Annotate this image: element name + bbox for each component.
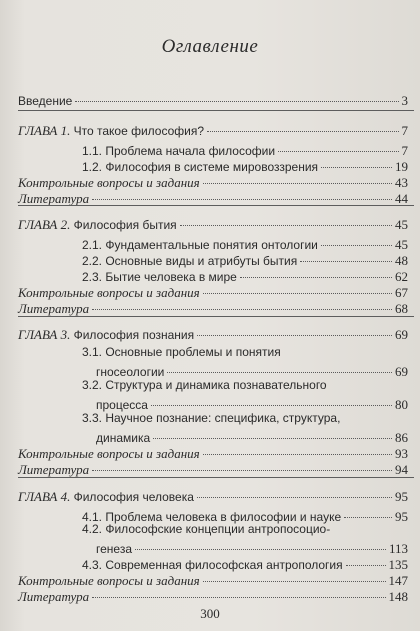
leader-dots — [203, 279, 392, 294]
entry-label: генеза — [96, 542, 132, 556]
leader-dots — [203, 440, 392, 455]
leader-dots — [180, 211, 392, 226]
entry-page: 93 — [395, 446, 408, 461]
chapter-label: ГЛАВА 4. — [18, 489, 71, 504]
entry-page: 69 — [395, 364, 408, 379]
toc-entry-intro — [18, 90, 408, 109]
entry-page: 7 — [401, 123, 408, 138]
entry-page: 86 — [395, 430, 408, 445]
leader-dots — [344, 503, 392, 518]
leader-dots — [135, 535, 386, 550]
leader-dots — [321, 231, 392, 246]
entry-page: 45 — [395, 237, 408, 252]
leader-dots — [240, 263, 392, 278]
leader-dots — [92, 456, 392, 471]
entry-label: 2.2. Основные виды и атрибуты бытия — [82, 254, 298, 268]
entry-page: 19 — [395, 159, 408, 174]
chapter-title: Что такое философия? — [73, 124, 205, 138]
entry-label: Введение — [18, 94, 73, 108]
leader-dots — [75, 87, 398, 102]
entry-page: 94 — [395, 462, 408, 477]
entry-page: 48 — [395, 253, 408, 268]
entry-page: 68 — [395, 301, 408, 316]
leader-dots — [167, 358, 392, 373]
chapter-label: ГЛАВА 3. — [18, 327, 71, 342]
entry-label: Контрольные вопросы и задания — [18, 285, 200, 300]
entry-page: 95 — [395, 509, 408, 524]
leader-dots — [197, 483, 392, 498]
entry-label: Контрольные вопросы и задания — [18, 175, 200, 190]
entry-page: 67 — [395, 285, 408, 300]
leader-dots — [278, 137, 398, 152]
leader-dots — [207, 117, 398, 132]
chapter-title: Философия бытия — [73, 218, 177, 232]
entry-label: 1.2. Философия в системе мировоззрения — [82, 160, 319, 174]
leader-dots — [151, 391, 392, 406]
leader-dots — [346, 551, 386, 566]
entry-page: 135 — [388, 557, 408, 572]
toc-section-3-3-line1: 3.3. Научное познание: специфика, структура, — [82, 411, 341, 425]
entry-label: 1.1. Проблема начала философии — [82, 144, 276, 158]
leader-dots — [203, 169, 392, 184]
leader-dots — [321, 153, 392, 168]
entry-label: процесса — [96, 398, 148, 412]
entry-page: 7 — [401, 143, 408, 158]
leader-dots — [300, 247, 392, 262]
entry-page: 95 — [395, 489, 408, 504]
entry-label: Контрольные вопросы и задания — [18, 573, 200, 588]
entry-label: Литература — [18, 301, 90, 316]
entry-page: 113 — [388, 541, 408, 556]
entry-label: Литература — [18, 462, 90, 477]
entry-page: 147 — [388, 573, 408, 588]
toc-section-3-1-line1: 3.1. Основные проблемы и понятия — [82, 345, 281, 359]
toc-literature-2 — [18, 298, 408, 316]
page-title: Оглавление — [161, 36, 259, 57]
entry-page: 44 — [395, 191, 408, 206]
page-number: 300 — [200, 606, 220, 621]
entry-page: 62 — [395, 269, 408, 284]
chapter-label: ГЛАВА 2. — [18, 217, 71, 232]
toc-literature-4 — [18, 586, 408, 604]
section-divider — [18, 316, 414, 317]
chapter-title: Философия познания — [73, 328, 195, 342]
leader-dots — [153, 424, 392, 439]
entry-label: 2.3. Бытие человека в мире — [82, 270, 237, 284]
leader-dots — [92, 295, 392, 310]
entry-label: Контрольные вопросы и задания — [18, 446, 200, 461]
leader-dots — [92, 185, 392, 200]
entry-page: 45 — [395, 217, 408, 232]
entry-label: динамика — [96, 431, 151, 445]
leader-dots — [92, 583, 385, 598]
toc-literature-1 — [18, 188, 408, 206]
chapter-title: Философия человека — [73, 490, 194, 504]
entry-label: 2.1. Фундаментальные понятия онтологии — [82, 238, 318, 252]
section-divider — [18, 110, 414, 111]
entry-label: гносеологии — [96, 365, 165, 379]
toc-section-4-2-line1: 4.2. Философские концепции антропосоцио- — [82, 522, 331, 536]
entry-page: 80 — [395, 397, 408, 412]
entry-page: 3 — [401, 93, 408, 108]
entry-page: 43 — [395, 175, 408, 190]
entry-label: 4.1. Проблема человека в философии и науке — [82, 510, 342, 524]
entry-page: 148 — [388, 589, 408, 604]
entry-label: 4.3. Современная философская антропология — [82, 558, 343, 572]
entry-label: Литература — [18, 589, 90, 604]
toc-section-3-2-line1: 3.2. Структура и динамика познавательного — [82, 378, 327, 392]
chapter-label: ГЛАВА 1. — [18, 123, 71, 138]
leader-dots — [203, 567, 386, 582]
entry-page: 69 — [395, 327, 408, 342]
section-divider — [18, 477, 414, 478]
leader-dots — [197, 321, 392, 336]
entry-label: Литература — [18, 191, 90, 206]
section-divider — [18, 205, 414, 206]
toc-literature-3 — [18, 459, 408, 477]
toc-chapter-3 — [18, 324, 408, 343]
